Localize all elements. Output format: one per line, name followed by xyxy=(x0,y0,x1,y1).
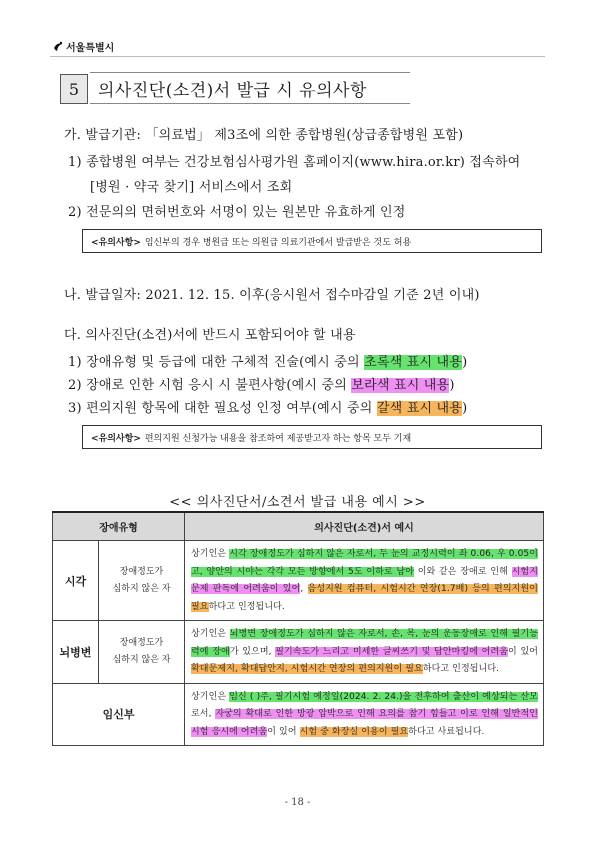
da-item-1: 1) 장애유형 및 등급에 대한 구체적 진술(예시 중의 초록색 표시 내용) xyxy=(68,355,468,370)
ga-item-1-line-1: 1) 종합병원 여부는 건강보험심사평가원 홈페이지(www.hira.or.kr) 접속하여 xyxy=(68,155,521,170)
purple-highlight: 보라색 표시 내용 xyxy=(351,378,450,393)
table-header-row xyxy=(53,512,544,541)
category-cell: 임신부 xyxy=(53,683,185,746)
green-highlight: 초록색 표시 내용 xyxy=(364,355,463,370)
page-number: - 18 - xyxy=(284,797,311,808)
example-description: 상기인은 뇌병변 장애정도가 심하지 않은 자로서, 손, 목, 눈의 운동장애로 인해 필기능력에 장애가 있으며, 필기속도가 느리고 미세한 글씨쓰기 및 답안마킹에 어려움이 있어 확대문제지, 확대답안지, 시험시간 연장의 편의지원이 필요하다고 인정됩니다. xyxy=(185,621,544,684)
notice-label: <유의사항> xyxy=(91,237,141,248)
logo-text: 서울특별시 xyxy=(66,43,115,54)
ga-heading: 가. 발급기관: 「의료법」 제3조에 의한 종합병원(상급종합병원 포함) xyxy=(64,128,464,143)
seoul-emblem-icon xyxy=(52,41,64,53)
section-number: 5 xyxy=(60,74,88,104)
da-heading: 다. 의사진단(소견)서에 반드시 포함되어야 할 내용 xyxy=(64,328,356,343)
col-header-type: 장애유형 xyxy=(53,512,185,541)
da-item-3: 3) 편의지원 항목에 대한 필요성 인정 여부(예시 중의 갈색 표시 내용) xyxy=(68,401,468,416)
da-notice-box xyxy=(82,425,542,449)
section-title: 의사진단(소견)서 발급 시 유의사항 xyxy=(90,72,410,104)
example-title: << 의사진단서/소견서 발급 내용 예시 >> xyxy=(169,495,426,510)
seoul-logo xyxy=(52,39,114,54)
ga-item-2: 2) 전문의의 면허번호와 서명이 있는 원본만 유효하게 인정 xyxy=(68,205,406,220)
degree-cell: 장애정도가 심하지 않은 자 xyxy=(99,621,185,684)
example-table xyxy=(52,511,544,746)
table-row-pregnant xyxy=(53,683,544,746)
na-heading: 나. 발급일자: 2021. 12. 15. 이후(응시원서 접수마감일 기준 2년 이내) xyxy=(64,288,480,303)
orange-highlight: 갈색 표시 내용 xyxy=(376,401,463,416)
col-header-example: 의사진단(소견)서 예시 xyxy=(185,512,544,541)
table-row-brain-lesion xyxy=(53,621,544,684)
table-row-vision xyxy=(53,541,544,621)
da-item-2: 2) 장애로 인한 시험 응시 시 불편사항(예시 중의 보라색 표시 내용) xyxy=(68,378,455,393)
ga-notice-box xyxy=(82,229,542,253)
notice-text: 임신부의 경우 병원급 또는 의원급 의료기관에서 발급받은 것도 허용 xyxy=(144,237,412,248)
ga-item-1-line-2: [병원 · 약국 찾기] 서비스에서 조회 xyxy=(90,180,293,195)
example-description: 상기인은 시각 장애정도가 심하지 않은 자로서, 두 눈의 교정시력이 좌 0.06, 우 0.05이고, 양안의 시야는 각각 모든 방향에서 5도 이하로 남아 이와 같은 장애로 인해 시험지 문제 판독에 어려움이 있어, 음성지원 컴퓨터, 시험시간 연장(1.7배) 등의 편의지원이 필요하다고 인정됩니다. xyxy=(185,541,544,621)
notice-label: <유의사항> xyxy=(91,433,141,444)
header-divider xyxy=(50,56,545,57)
degree-cell: 장애정도가 심하지 않은 자 xyxy=(99,541,185,621)
category-cell: 뇌병변 xyxy=(53,621,99,684)
notice-text: 편의지원 신청가능 내용을 참조하여 제공받고자 하는 항목 모두 기재 xyxy=(144,433,412,444)
example-description: 상기인은 임신 ( )주, 필기시험 예정일(2024. 2. 24.)을 전후하여 출산이 예상되는 산모로서, 자궁의 확대로 인한 방광 압박으로 인해 요의를 참기 힘들고 이로 인해 일반적인 시험 응시에 어려움이 있어 시험 중 화장실 이용이 필요하다고 사료됩니다. xyxy=(185,683,544,746)
category-cell: 시각 xyxy=(53,541,99,621)
